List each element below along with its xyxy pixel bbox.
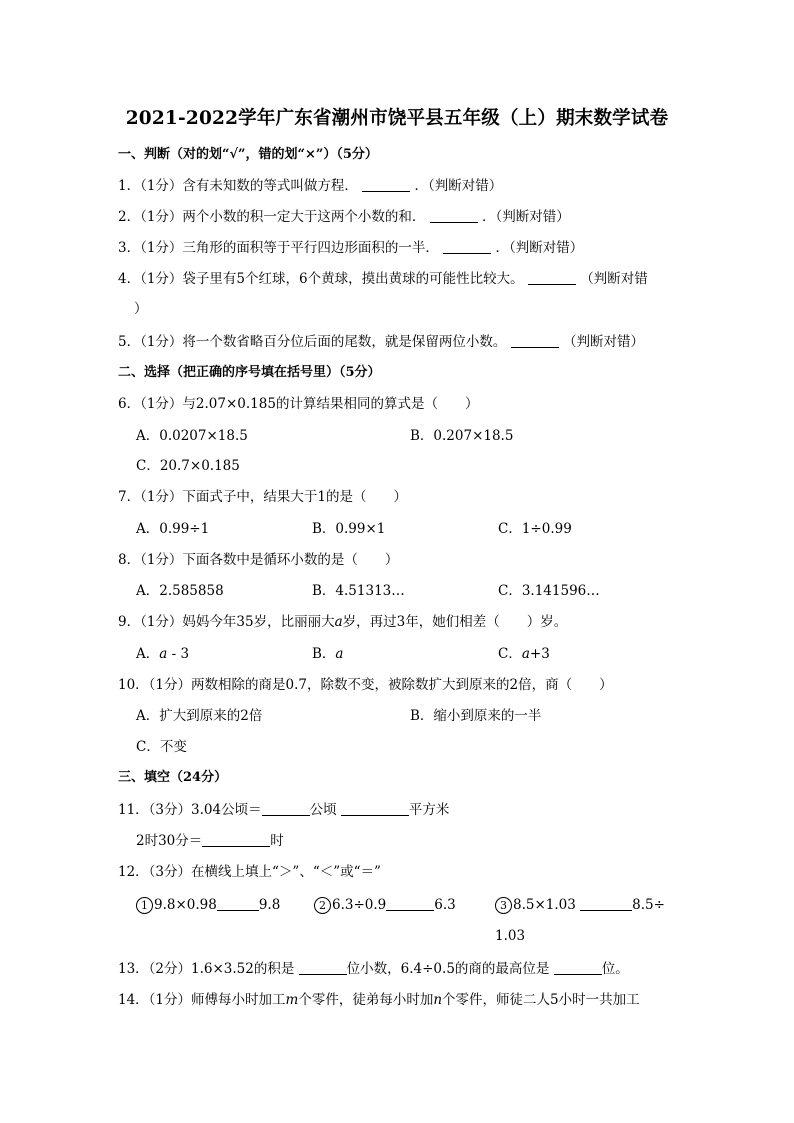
question-12-item-3 <box>495 896 665 914</box>
question-4-suffix: （判断对错 <box>580 271 648 287</box>
question-9-text: 9．（1分）妈妈今年35岁，比丽丽大 <box>118 614 335 630</box>
question-14 <box>118 991 640 1009</box>
section-fill-heading: 三、填空（24分） <box>118 770 228 785</box>
question-9 <box>118 613 567 631</box>
answer-blank-4[interactable] <box>528 270 576 285</box>
question-5 <box>118 333 644 351</box>
answer-blank-2[interactable] <box>430 208 478 223</box>
variable-a: a <box>521 646 530 662</box>
question-3 <box>118 239 583 257</box>
question-1-suffix: ．（判断对错） <box>414 178 503 194</box>
question-8: 8．（1分）下面各数中是循环小数的是（ ） <box>118 552 399 568</box>
question-8-option-b[interactable]: B．4.51313… <box>312 583 405 599</box>
question-14-text-mid: 个零件，徒弟每小时加 <box>298 992 434 1008</box>
answer-blank-11b[interactable] <box>341 801 409 816</box>
question-13 <box>118 960 629 978</box>
question-1 <box>118 177 502 195</box>
question-9-option-a[interactable] <box>136 645 189 663</box>
answer-blank-5[interactable] <box>511 333 559 348</box>
question-6-option-b[interactable]: B．0.207×18.5 <box>410 428 514 444</box>
variable-n: n <box>433 992 443 1008</box>
question-10-option-a[interactable]: A．扩大到原来的2倍 <box>136 708 263 724</box>
question-12-item-2 <box>314 896 456 914</box>
question-11-text: 11．（3分）3.04公顷＝ <box>118 802 262 818</box>
section-choice-heading: 二、选择（把正确的序号填在括号里）（5分） <box>118 365 381 380</box>
page-title: 2021-2022学年广东省潮州市饶平县五年级（上）期末数学试卷 <box>125 108 669 129</box>
question-14-text-end: 个零件，师徒二人5小时一共加工 <box>442 992 640 1008</box>
question-9-option-b[interactable] <box>312 645 343 663</box>
value: 9.8 <box>258 897 281 913</box>
question-4 <box>118 270 648 288</box>
expression: 8.5×1.03 <box>513 897 576 913</box>
expression: 6.3÷0.9 <box>332 897 387 913</box>
question-4-text: 4．（1分）袋子里有5个红球，6个黄球，摸出黄球的可能性比较大。 <box>118 271 524 287</box>
section-judgment-heading: 一、判断（对的划“√”，错的划“×”）（5分） <box>118 147 378 162</box>
question-8-option-c[interactable]: C．3.141596… <box>498 583 600 599</box>
answer-blank-13a[interactable] <box>299 960 347 975</box>
question-3-suffix: ．（判断对错） <box>495 240 584 256</box>
question-12-item-1 <box>136 896 280 914</box>
answer-blank-3[interactable] <box>443 239 491 254</box>
question-10-option-b[interactable]: B．缩小到原来的一半 <box>410 708 542 724</box>
question-6-option-a[interactable]: A．0.0207×18.5 <box>136 428 248 444</box>
question-11 <box>118 801 449 819</box>
question-8-option-a[interactable]: A．2.585858 <box>136 583 224 599</box>
option-label: A． <box>136 646 160 662</box>
unit-hectare: 公顷 <box>309 802 337 818</box>
question-9-text-end: 岁，再过3年，她们相差（ ）岁。 <box>342 614 568 630</box>
question-10: 10．（1分）两数相除的商是0.7，除数不变，被除数扩大到原来的2倍，商（ ） <box>118 677 613 693</box>
option-expression: +3 <box>529 646 550 662</box>
answer-blank-12b[interactable] <box>386 896 434 911</box>
question-12: 12．（3分）在横线上填上“＞”、“＜”或“＝” <box>118 864 381 880</box>
question-2-text: 2．（1分）两个小数的积一定大于这两个小数的和． <box>118 209 426 225</box>
option-label: C． <box>498 646 522 662</box>
answer-blank-13b[interactable] <box>554 960 602 975</box>
question-1-text: 1．（1分）含有未知数的等式叫做方程． <box>118 178 358 194</box>
answer-blank-11a[interactable] <box>262 801 310 816</box>
expression: 9.8×0.98 <box>154 897 217 913</box>
unit-square-meter: 平方米 <box>408 802 450 818</box>
question-9-option-c[interactable] <box>498 645 550 663</box>
unit-hour: 时 <box>270 833 284 849</box>
question-7-option-a[interactable]: A．0.99÷1 <box>136 521 210 537</box>
question-5-suffix: （判断对错） <box>563 334 645 350</box>
option-expression: - 3 <box>167 646 190 662</box>
question-13-text: 13．（2分）1.6×3.52的积是 <box>118 961 295 977</box>
question-4-continuation: ） <box>134 301 148 317</box>
question-2 <box>118 208 570 226</box>
value: 8.5÷ <box>632 897 665 913</box>
variable-a: a <box>334 614 343 630</box>
answer-blank-12a[interactable] <box>217 896 259 911</box>
circled-number-3: 3 <box>495 897 512 914</box>
question-13-text-mid: 位小数，6.4÷0.5的商的最高位是 <box>346 961 550 977</box>
question-7-option-c[interactable]: C．1÷0.99 <box>498 521 572 537</box>
question-6: 6．（1分）与2.07×0.185的计算结果相同的算式是（ ） <box>118 396 479 412</box>
question-12-item-3-continuation: 1.03 <box>495 928 526 944</box>
question-13-text-end: 位。 <box>601 961 629 977</box>
question-7-option-b[interactable]: B．0.99×1 <box>312 521 386 537</box>
circled-number-1: 1 <box>136 897 153 914</box>
answer-blank-1[interactable] <box>362 177 410 192</box>
question-2-suffix: ．（判断对错） <box>482 209 570 225</box>
option-label: B． <box>312 646 336 662</box>
question-11-time: 2时30分＝ <box>136 833 203 849</box>
question-3-text: 3．（1分）三角形的面积等于平行四边形面积的一半． <box>118 240 439 256</box>
question-11-line-2 <box>136 832 284 850</box>
variable-a: a <box>335 646 344 662</box>
answer-blank-12c[interactable] <box>580 896 632 911</box>
question-14-text: 14．（1分）师傅每小时加工 <box>118 992 286 1008</box>
variable-a: a <box>159 646 168 662</box>
value: 6.3 <box>434 897 456 913</box>
question-10-option-c[interactable]: C．不变 <box>136 739 187 755</box>
variable-m: m <box>285 992 299 1008</box>
question-5-text: 5．（1分）将一个数省略百分位后面的尾数，就是保留两位小数。 <box>118 334 507 350</box>
circled-number-2: 2 <box>314 897 331 914</box>
question-6-option-c[interactable]: C．20.7×0.185 <box>136 458 240 474</box>
question-7: 7．（1分）下面式子中，结果大于1的是（ ） <box>118 489 408 505</box>
answer-blank-11c[interactable] <box>202 832 270 847</box>
